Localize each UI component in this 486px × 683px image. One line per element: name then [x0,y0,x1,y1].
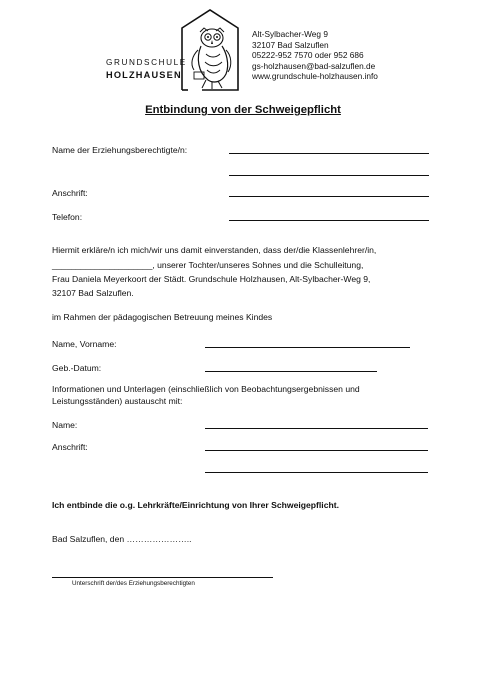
logo-text-school: GRUNDSCHULE [106,58,187,67]
document-title: Entbindung von der Schweigepflicht [145,104,341,116]
logo-text-holzhausen: HOLZHAUSEN [106,70,182,80]
declaration-line-3: Frau Daniela Meyerkoort der Städt. Grundschule Holzhausen, Alt-Sylbacher-Weg 9, [52,274,371,284]
child-dob-line[interactable] [205,371,377,372]
address-website: www.grundschule-holzhausen.info [252,71,378,81]
exchange-line-1: Informationen und Unterlagen (einschließlich von Beobachtungsergebnissen und [52,384,360,394]
recipient-address-line-2[interactable] [205,472,428,473]
recipient-name-line[interactable] [205,428,428,429]
exchange-line-2: Leistungsständen) austauscht mit: [52,396,183,406]
school-address [252,29,378,82]
guardian-name-line[interactable] [229,153,429,154]
declaration-line-2: _____________________, unserer Tochter/unseres Sohnes und die Schulleitung, [52,260,364,270]
release-statement: Ich entbinde die o.g. Lehrkräfte/Einrichtung von Ihrer Schweigepflicht. [52,500,339,510]
declaration-line-4: 32107 Bad Salzuflen. [52,288,134,298]
recipient-address-line[interactable] [205,450,428,451]
label-child-name: Name, Vorname: [52,339,117,349]
signature-caption: Unterschrift der/des Erziehungsberechtigten [72,580,195,587]
address-email: gs-holzhausen@bad-salzuflen.de [252,60,376,71]
context-text: im Rahmen der pädagogischen Betreuung meines Kindes [52,312,273,322]
place-date: Bad Salzuflen, den ………………….. [52,534,192,544]
signature-line[interactable] [52,577,273,578]
label-guardian-phone: Telefon: [52,212,83,222]
label-guardian-address: Anschrift: [52,188,88,198]
label-recipient-address: Anschrift: [52,442,88,452]
address-phone: 05222-952 7570 oder 952 686 [252,50,364,60]
label-guardian-name: Name der Erziehungsberechtigte/n: [52,145,188,155]
guardian-phone-line[interactable] [229,220,429,221]
declaration-line-1: Hiermit erkläre/n ich mich/wir uns damit einverstanden, dass der/die Klassenlehrer/in, [52,245,377,255]
address-street: Alt-Sylbacher-Weg 9 [252,29,328,39]
guardian-name-line-2[interactable] [229,175,429,176]
guardian-address-line[interactable] [229,196,429,197]
label-child-dob: Geb.-Datum: [52,363,102,373]
school-logo [102,6,242,92]
address-city: 32107 Bad Salzuflen [252,39,329,50]
label-recipient-name: Name: [52,420,78,430]
child-name-line[interactable] [205,347,410,348]
